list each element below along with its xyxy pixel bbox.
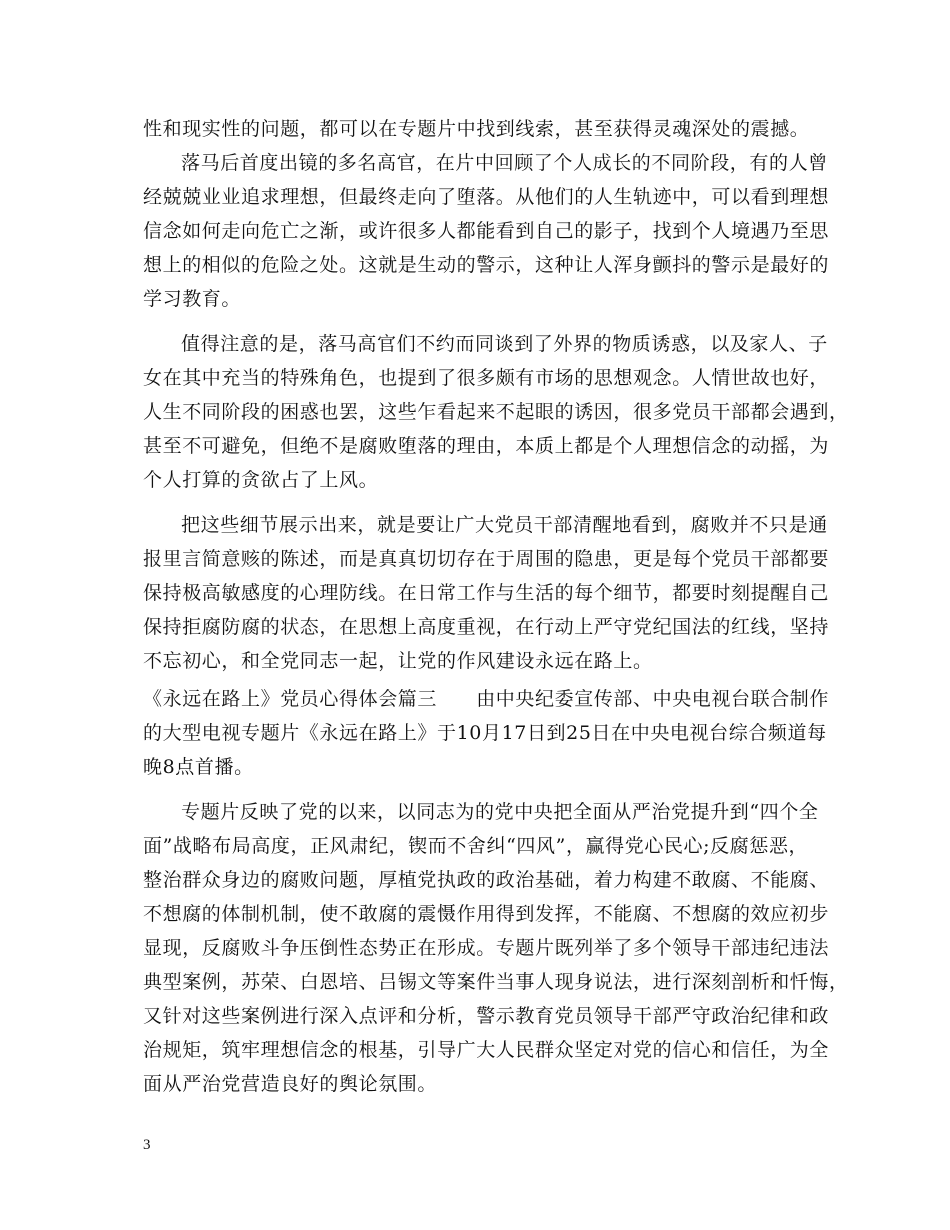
text-line: 人生不同阶段的困惑也罢，这些乍看起来不起眼的诱因，很多党员干部都会遇到， (143, 401, 849, 423)
text-line: 的大型电视专题片《永远在路上》于10月17日到25日在中央电视台综合频道每 (143, 722, 827, 744)
text-line: 保持拒腐防腐的状态，在思想上高度重视，在行动上严守党纪国法的红线，坚持 (143, 616, 830, 638)
text-line: 治规矩，筑牢理想信念的根基，引导广大人民群众坚定对党的信心和信任，为全 (143, 1039, 830, 1061)
page-number: 3 (143, 1137, 151, 1153)
text-line: 学习教育。 (143, 288, 242, 310)
text-line: 不忘初心，和全党同志一起，让党的作风建设永远在路上。 (143, 650, 653, 672)
text-line: 甚至不可避免，但绝不是腐败堕落的理由，本质上都是个人理想信念的动摇，为 (143, 435, 830, 457)
text-line: 想上的相似的危险之处。这就是生动的警示，这种让人浑身颤抖的警示是最好的 (143, 254, 830, 276)
paragraph-first-line: 专题片反映了党的以来，以同志为的党中央把全面从严治党提升到“四个全 (181, 801, 819, 823)
text-line: 信念如何走向危亡之渐，或许很多人都能看到自己的影子，找到个人境遇乃至思 (143, 220, 830, 242)
paragraph-first-line: 值得注意的是，落马高官们不约而同谈到了外界的物质诱惑，以及家人、子 (181, 333, 828, 355)
text-line: 面”战略布局高度，正风肃纪，锲而不舍纠“四风”，赢得党心民心;反腐惩恶， (143, 835, 809, 857)
text-line: 保持极高敏感度的心理防线。在日常工作与生活的每个细节，都要时刻提醒自己 (143, 582, 830, 604)
section-heading-line: 《永远在路上》党员心得体会篇三 由中央纪委宣传部、中央电视台联合制作 (143, 688, 830, 710)
paragraph-first-line: 落马后首度出镜的多名高官，在片中回顾了个人成长的不同阶段，有的人曾 (181, 152, 828, 174)
text-line: 不想腐的体制机制，使不敢腐的震慑作用得到发挥，不能腐、不想腐的效应初步 (143, 903, 830, 925)
text-line: 又针对这些案例进行深入点评和分析，警示教育党员领导干部严守政治纪律和政 (143, 1005, 830, 1027)
text-line: 性和现实性的问题，都可以在专题片中找到线索，甚至获得灵魂深处的震撼。 (143, 118, 810, 140)
text-line: 整治群众身边的腐败问题，厚植党执政的政治基础，着力构建不敢腐、不能腐、 (143, 869, 830, 891)
text-line: 面从严治党营造良好的舆论氛围。 (143, 1073, 438, 1095)
text-line: 报里言简意赅的陈述，而是真真切切存在于周围的隐患，更是每个党员干部都要 (143, 548, 830, 570)
text-line: 显现，反腐败斗争压倒性态势正在形成。专题片既列举了多个领导干部违纪违法 (143, 937, 830, 959)
text-line: 典型案例，苏荣、白恩培、吕锡文等案件当事人现身说法，进行深刻剖析和忏悔， (143, 971, 849, 993)
text-line: 晚8点首播。 (143, 756, 254, 778)
text-line: 经兢兢业业追求理想，但最终走向了堕落。从他们的人生轨迹中，可以看到理想 (143, 186, 830, 208)
text-line: 女在其中充当的特殊角色，也提到了很多颇有市场的思想观念。人情世故也好， (143, 367, 830, 389)
paragraph-first-line: 把这些细节展示出来，就是要让广大党员干部清醒地看到，腐败并不只是通 (181, 514, 828, 536)
text-line: 个人打算的贪欲占了上风。 (143, 469, 379, 491)
